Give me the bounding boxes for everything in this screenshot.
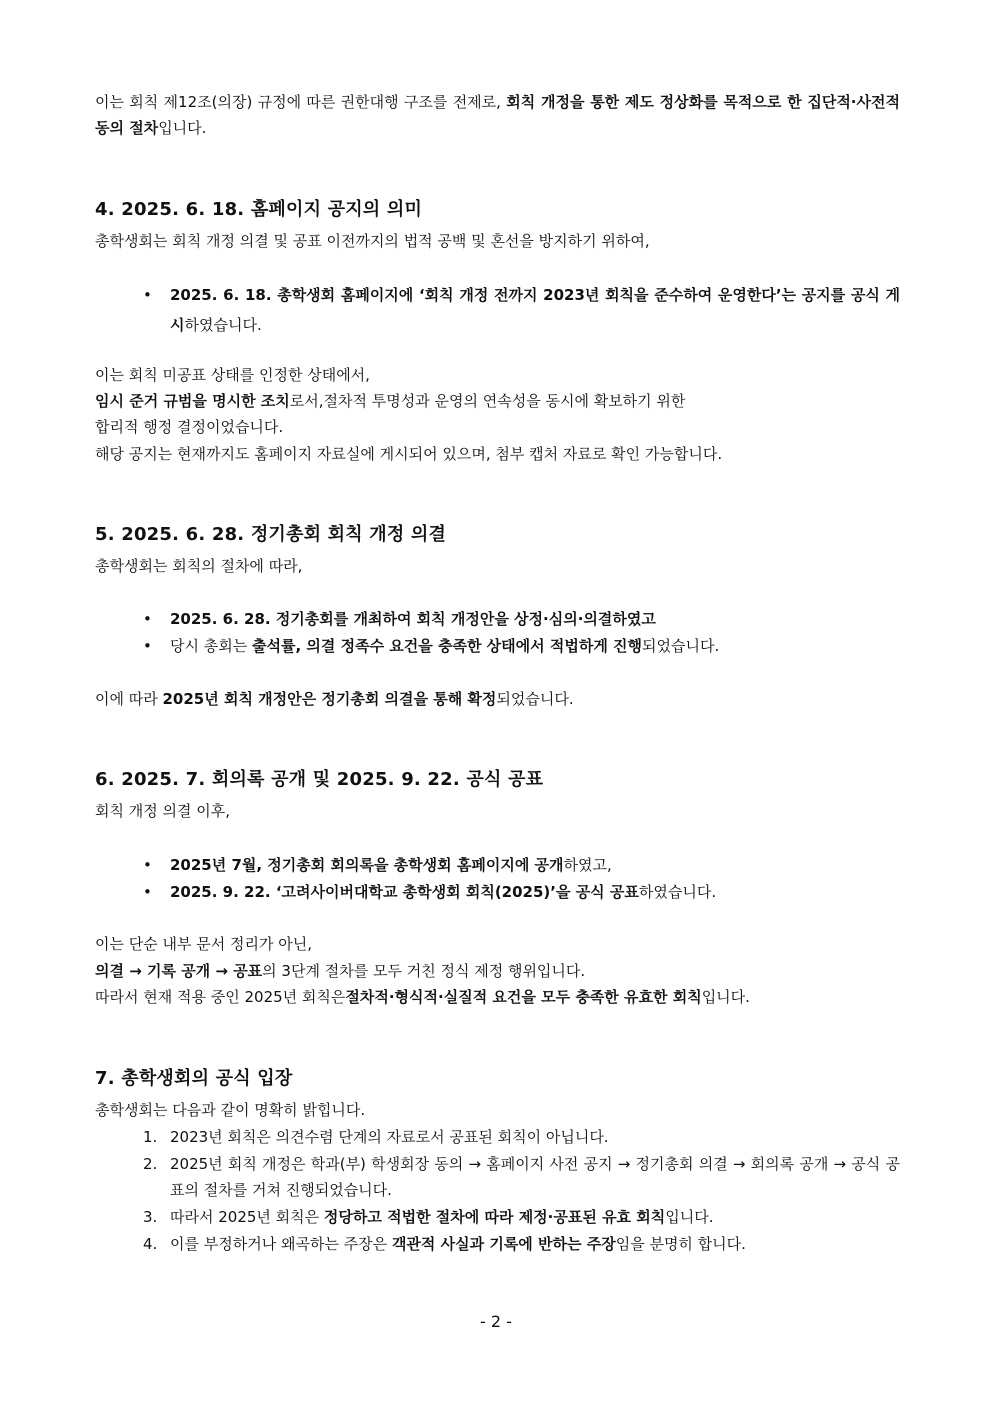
section-5-lead: 총학생회는 회칙의 절차에 따라, (95, 557, 303, 575)
bullet-text: 하였고, (563, 856, 612, 874)
item-text: 2023년 회칙은 의견수렴 단계의 자료로서 공표된 회칙이 아닙니다. (170, 1128, 609, 1146)
bullet-bold-text: 2025. 6. 18. 총학생회 홈페이지에 ‘회칙 개정 전까지 2023년 회칙을 준수하여 운영한다’는 공지를 공식 게시 (170, 286, 900, 334)
section-7-lead: 총학생회는 다음과 같이 명확히 밝힙니다. (95, 1101, 366, 1119)
intro-text-end: 입니다. (158, 119, 207, 137)
bullet-text-end: 되었습니다. (642, 637, 720, 655)
section-6-paragraph-3 (95, 984, 750, 1010)
section-7-item-1 (143, 1124, 900, 1150)
section-4-lead: 총학생회는 회칙 개정 의결 및 공표 이전까지의 법적 공백 및 혼선을 방지하기 위하여, (95, 232, 650, 250)
item-number: 1. (143, 1128, 158, 1146)
section-6-paragraph-2 (95, 958, 585, 984)
section-7-item-2 (143, 1151, 900, 1203)
bold-text: 임시 준거 규범을 명시한 조치 (95, 392, 290, 410)
section-4-heading: 4. 2025. 6. 18. 홈페이지 공지의 의미 (95, 199, 423, 220)
section-6-paragraph-1: 이는 단순 내부 문서 정리가 아닌, (95, 935, 312, 953)
section-6-heading: 6. 2025. 7. 회의록 공개 및 2025. 9. 22. 공식 공표 (95, 769, 544, 790)
text-end: 되었습니다. (496, 690, 574, 708)
item-text-end: 입니다. (665, 1208, 714, 1226)
bold-text: 의결 → 기록 공개 → 공표 (95, 962, 263, 980)
section-5-bullet-1 (143, 604, 900, 634)
section-4-paragraph-1: 이는 회칙 미공표 상태를 인정한 상태에서, (95, 366, 370, 384)
item-text: 이를 부정하거나 왜곡하는 주장은 (170, 1235, 392, 1253)
bold-text: 절차적·형식적·실질적 요건을 모두 충족한 유효한 회칙 (345, 988, 702, 1006)
section-4-paragraph-4: 해당 공지는 현재까지도 홈페이지 자료실에 게시되어 있으며, 첨부 캡처 자료로 확인 가능합니다. (95, 445, 723, 463)
section-6-lead: 회칙 개정 의결 이후, (95, 802, 230, 820)
bullet-bold-text: 출석률, 의결 정족수 요건을 충족한 상태에서 적법하게 진행 (252, 637, 643, 655)
item-number: 2. (143, 1155, 158, 1173)
item-number: 4. (143, 1235, 158, 1253)
section-5-bullet-2 (143, 631, 900, 661)
intro-paragraph (95, 89, 900, 141)
text-end: 입니다. (701, 988, 750, 1006)
section-7-item-4 (143, 1231, 900, 1257)
text: 로서,절차적 투명성과 운영의 연속성을 동시에 확보하기 위한 (289, 392, 686, 410)
section-7-item-3 (143, 1204, 900, 1230)
section-7-heading: 7. 총학생회의 공식 입장 (95, 1068, 293, 1089)
intro-text: 이는 회칙 제12조(의장) 규정에 따른 권한대행 구조를 전제로, (95, 93, 507, 111)
item-bold-text: 정당하고 적법한 절차에 따라 제정·공표된 유효 회칙 (323, 1208, 666, 1226)
bullet-text: 하였습니다. (184, 316, 262, 334)
section-5-paragraph-1 (95, 686, 574, 712)
bullet-icon: • (143, 610, 152, 628)
section-4-paragraph-2 (95, 388, 685, 414)
bullet-icon: • (143, 286, 152, 304)
intro-bold-text: 회칙 개정을 통한 제도 정상화를 목적으로 한 집단적·사전적 동의 절차 (95, 93, 900, 137)
section-6-bullet-1 (143, 850, 900, 880)
page-number: - 2 - (480, 1312, 512, 1331)
bullet-bold-text: 2025. 6. 28. 정기총회를 개최하여 회칙 개정안을 상정·심의·의결하였고 (170, 610, 656, 628)
section-4-paragraph-3: 합리적 행정 결정이었습니다. (95, 418, 284, 436)
item-number: 3. (143, 1208, 158, 1226)
item-text: 따라서 2025년 회칙은 (170, 1208, 324, 1226)
bullet-icon: • (143, 637, 152, 655)
bullet-bold-text: 2025년 7월, 정기총회 회의록을 총학생회 홈페이지에 공개 (170, 856, 564, 874)
section-5-heading: 5. 2025. 6. 28. 정기총회 회칙 개정 의결 (95, 524, 447, 545)
bullet-icon: • (143, 856, 152, 874)
item-bold-text: 객관적 사실과 기록에 반하는 주장 (391, 1235, 616, 1253)
section-4-bullet-1 (143, 280, 900, 340)
bold-text: 2025년 회칙 개정안은 정기총회 의결을 통해 확정 (162, 690, 497, 708)
item-text: 2025년 회칙 개정은 학과(부) 학생회장 동의 → 홈페이지 사전 공지 → 정기총회 의결 → 회의록 공개 → 공식 공표의 절차를 거쳐 진행되었습니다. (170, 1155, 900, 1199)
item-text-end: 임을 분명히 합니다. (615, 1235, 746, 1253)
bullet-text: 당시 총회는 (170, 637, 252, 655)
text: 이에 따라 (95, 690, 163, 708)
text: 의 3단계 절차를 모두 거친 정식 제정 행위입니다. (262, 962, 586, 980)
bullet-bold-text: 2025. 9. 22. ‘고려사이버대학교 총학생회 회칙(2025)’을 공식 공표 (170, 883, 639, 901)
bullet-text: 하였습니다. (638, 883, 717, 901)
text: 따라서 현재 적용 중인 2025년 회칙은 (95, 988, 346, 1006)
bullet-icon: • (143, 883, 152, 901)
section-6-bullet-2 (143, 877, 900, 907)
